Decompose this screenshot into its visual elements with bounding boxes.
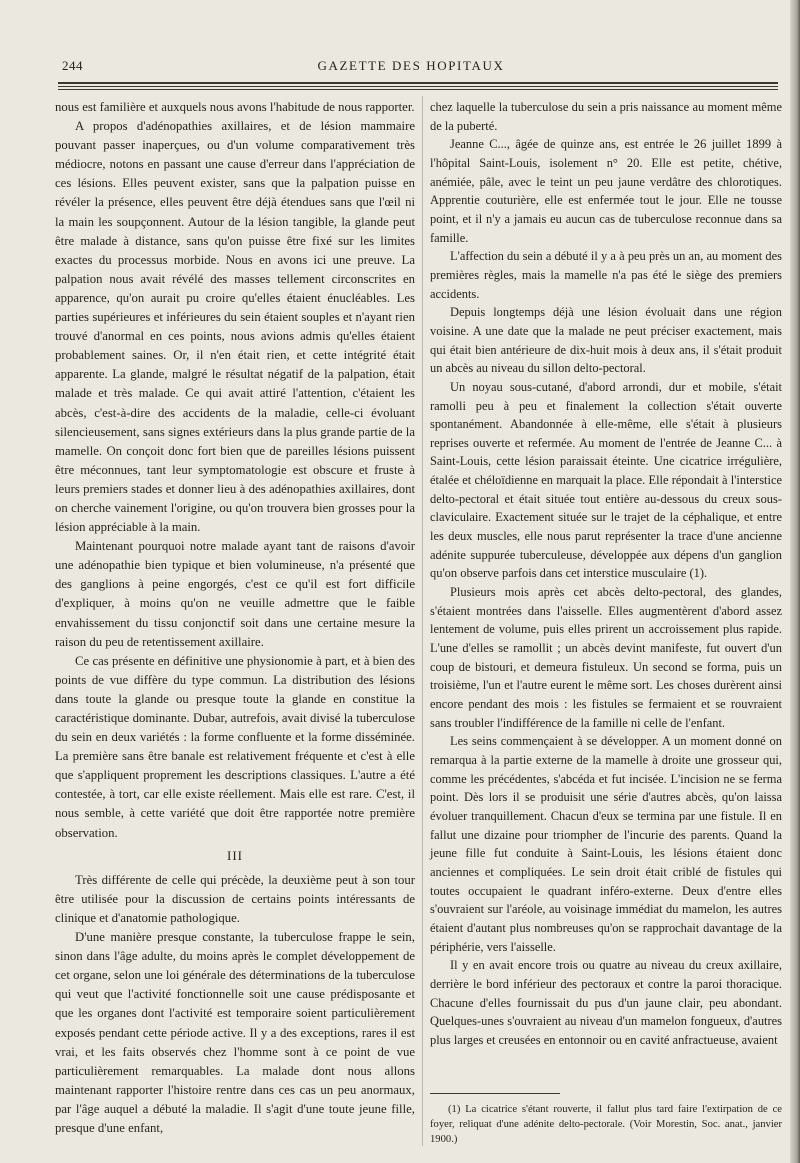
footnote-rule: [430, 1093, 560, 1094]
column-divider: [422, 96, 423, 1146]
section-heading: III: [227, 847, 243, 863]
page-edge: [790, 0, 800, 1163]
paragraph: D'une manière presque constante, la tuberculose frappe le sein, sinon dans l'âge adulte, du moins après le complet développement de cet organe, selon une loi générale des déterminations de la tuberculose qui veut que l'activité fonctionnelle soit une cause prédisposante et que les organes dont l'activité est temporaire soient particulièrement exposés pendant cette période active. Il y a des exceptions, rares il est vrai, et les faits observés chez l'homme sont à ce point de vue particulièrement remarquables. La malade dont nous allons maintenant rapporter l'histoire rentre dans ces cas un peu anormaux, par l'âge auquel a débuté la maladie. Il s'agit d'une toute jeune fille, presque d'une enfant,: [55, 930, 415, 1135]
paragraph: Maintenant pourquoi notre malade ayant tant de raisons d'avoir une adénopathie bien typique et bien volumineuse, n'a présenté que des ganglions à peine engorgés, c'est ce qu'il est fort difficile d'expliquer, à moins qu'on ne veuille admettre que le faible envahissement du tissu conjonctif soit dans une certaine mesure la raison du peu de retentissement axillaire.: [55, 539, 415, 649]
page-number: 244: [62, 58, 83, 73]
paragraph: Jeanne C..., âgée de quinze ans, est entrée le 26 juillet 1899 à l'hôpital Saint-Louis, isolement n° 20. Elle est petite, chétive, anémiée, pâle, avec le teint un peu jaune verdâtre des chlorotiques. Apprentie couturière, elle est enfermée tout le jour. Elle ne tousse point, et il n'y a jamais eu aucun cas de tuberculose reconnue dans sa famille.: [430, 137, 782, 245]
journal-title: GAZETTE DES HOPITAUX: [317, 58, 505, 73]
header-rule: [58, 89, 778, 90]
paragraph: nous est familière et auxquels nous avons l'habitude de nous rapporter.: [55, 100, 415, 114]
paragraph: Très différente de celle qui précède, la deuxième peut à son tour être utilisée pour la discussion de certains points intéressants de clinique et d'anatomie pathologique.: [55, 872, 415, 925]
footnote-text: (1) La cicatrice s'étant rouverte, il fallut plus tard faire l'extirpation de ce foyer, reliquat d'une adénite delto-pectorale. (Voir Morestin, Soc. anat., janvier 1900.): [430, 1104, 782, 1145]
paragraph: Plusieurs mois après cet abcès delto-pectoral, des glandes, s'étaient montrées dans l'aisselle. Elles augmentèrent d'abord assez lentement de volume, puis elles prirent un accroissement plus rapide. L'une d'elles se ramollit ; un abcès devint manifeste, fut ouvert d'un coup de bistouri, et demeura fistuleux. Un second se forma, puis un troisième, l'un et l'autre eurent le même sort. Les choses durèrent ainsi encore pendant des mois : les fistules se fermaient et se rouvraient sans troubler l'indifférence de la famille ni celle de l'enfant.: [430, 585, 782, 730]
page-header: [44, 56, 778, 78]
paragraph: chez laquelle la tuberculose du sein a pris naissance au moment même de la puberté.: [430, 100, 782, 133]
paragraph: A propos d'adénopathies axillaires, et de lésion mammaire pouvant passer inaperçues, ou d'un volume comparativement très médiocre, notons en passant une cause d'erreur dans l'appréciation de ces lésions. Elles peuvent exister, sans que la palpation puisse en révéler la présence, elles peuvent être déjà étendues sans que l'œil ni la main les soupçonnent. Autour de la lésion tangible, la glande peut être malade à distance, sans qu'on puisse être fixé sur les limites exactes du processus morbide. Nous en avons ici une preuve. La palpation nous avait révélé des masses tellement circonscrites en apparence, qu'on aurait pu croire qu'elles étaient énucléables. Les parties supérieures et inférieures du sein étaient souples et n'ayant rien trouvé d'anormal en ces points, nous avions admis qu'elles étaient probablement saines. Or, il n'en était rien, et cette intégrité était apparente. La glande, malgré le résultat négatif de la palpation, était malade et très malade. Ce qui avait attiré l'attention, c'étaient les abcès, c'est-à-dire des accidents de la maladie, celle-ci évoluant silencieusement, sans signes extérieurs dans la plus grande partie de la mamelle. On conçoit donc fort bien que de pareilles lésions puissent être méconnues, tant leur symptomatologie est obscure et fruste à leurs premiers stades et donner lieu à des adénopathies axillaires, dont on cherche vainement l'origine, ou qu'on trouvera bien grosses pour la lésion appréciable à la main.: [55, 119, 415, 535]
paragraph: Un noyau sous-cutané, d'abord arrondi, dur et mobile, s'était ramolli peu à peu et finalement la collection s'était ouverte spontanément. Abandonnée à elle-même, elle s'était à plusieurs reprises ouverte et refermée. Au moment de l'entrée de Jeanne C... à Saint-Louis, cette lésion paraissait éteinte. Une cicatrice irrégulière, étalée et chéloïdienne en marquait la place. Elle répondait à l'interstice delto-pectoral et était située tout entière au-dessous du creux sous-claviculaire. Exactement située sur le trajet de la céphalique, et entre les deux muscles, elle nous parut représenter la trace d'une ancienne adénite suppurée tuberculeuse, développée aux dépens d'un ganglion qu'on observe parfois dans cet interstice musculaire (1).: [430, 379, 782, 581]
right-column: [430, 98, 782, 1049]
paragraph: Ce cas présente en définitive une physionomie à part, et à bien des points de vue diffère du type commun. La distribution des lésions dans toute la glande ou presque toute la glande en constitue la caractéristique dominante. Dubar, autrefois, avait divisé la tuberculose du sein en deux variétés : la forme confluente et la forme disséminée. La première sans être banale est relativement fréquente et c'est à elle que s'appliquent proprement les descriptions classiques. L'autre a été contestée, à tort, car elle existe réellement. Mais elle est rare. C'est, il nous semble, à cette variété que doit être rapportée notre première observation.: [55, 653, 415, 840]
paragraph: L'affection du sein a débuté il y a à peu près un an, au moment des premières règles, mais la mamelle n'a pas été le siège des premiers accidents.: [430, 249, 782, 301]
header-rule: [58, 86, 778, 87]
footnote: [430, 1102, 782, 1147]
paragraph: Depuis longtemps déjà une lésion évoluait dans une région voisine. A une date que la malade ne peut préciser exactement, mais qui était bien antérieure de dix-huit mois à deux ans, il s'était produit un abcès au niveau du sillon delto-pectoral.: [430, 305, 782, 376]
header-rule: [58, 82, 778, 84]
left-column: [55, 98, 415, 1138]
paragraph: Il y en avait encore trois ou quatre au niveau du creux axillaire, derrière le bord inférieur des pectoraux et contre la paroi thoracique. Chacune d'elles fournissait du pus d'un jaune clair, peu abondant. Quelques-unes s'ouvraient au niveau d'un mamelon fongueux, d'autres plus larges et creusées en entonnoir ou en cavité anfractueuse, avaient: [430, 958, 782, 1047]
paragraph: Les seins commençaient à se développer. A un moment donné on remarqua à la partie externe de la mamelle à droite une grosseur qui, comme les précédentes, s'abcéda et fut incisée. L'incision ne se ferma point. Dès lors il se produisit une série d'autres abcès, qu'on laissa évoluer tranquillement. Chacun d'eux se termina par une fistule. Il en fallut une dizaine pour triompher de l'incurie des parents. Quand la jeune fille fut conduite à Saint-Louis, les lésions étaient donc anciennes et compliquées. Le sein droit était criblé de fistules qui toutes occupaient le quadrant inféro-externe. Deux d'entre elles s'ouvraient sur l'aréole, au voisinage immédiat du mamelon, les autres étaient d'autant plus nombreuses qu'on se rapprochait davantage de la périphérie, vers l'aisselle.: [430, 734, 782, 954]
